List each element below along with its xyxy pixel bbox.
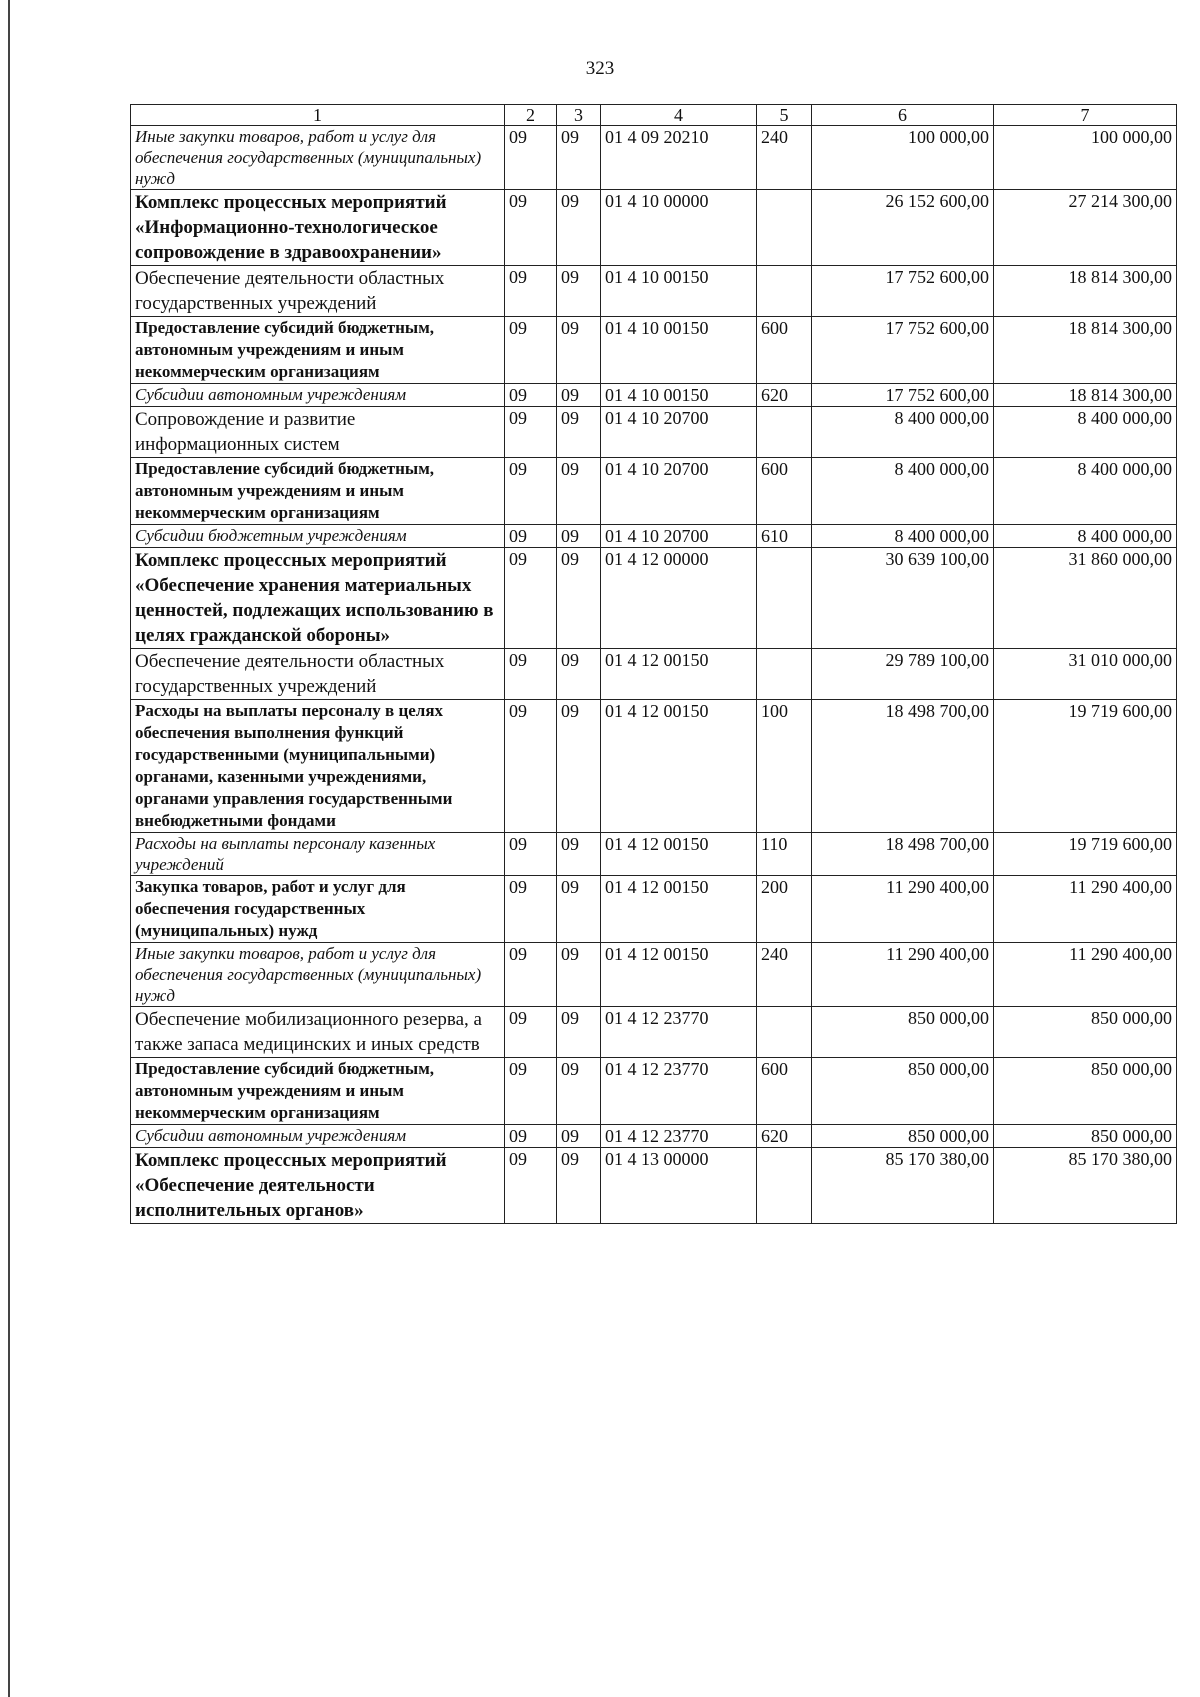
- target-article-cell: 01 4 10 20700: [601, 458, 757, 525]
- target-article-cell: 01 4 10 00000: [601, 190, 757, 266]
- amount-year1-cell: 8 400 000,00: [812, 525, 994, 548]
- row-name-cell: Предоставление субсидий бюджетным, автономным учреждениям и иным некоммерческим организациям: [131, 317, 505, 384]
- row-name-cell: Субсидии автономным учреждениям: [131, 1125, 505, 1148]
- table-row: [131, 384, 1177, 407]
- row-name-cell: Сопровождение и развитие информационных систем: [131, 407, 505, 458]
- section-code-cell: 09: [505, 1007, 557, 1058]
- target-article-cell: 01 4 12 00000: [601, 548, 757, 649]
- amount-year1-cell: 17 752 600,00: [812, 317, 994, 384]
- expense-type-cell: [757, 190, 812, 266]
- section-code-cell: 09: [505, 525, 557, 548]
- amount-year2-cell: 8 400 000,00: [994, 407, 1177, 458]
- subsection-code-cell: 09: [557, 126, 601, 190]
- table-row: [131, 458, 1177, 525]
- table-row: [131, 407, 1177, 458]
- target-article-cell: 01 4 12 23770: [601, 1125, 757, 1148]
- table-row: [131, 317, 1177, 384]
- subsection-code-cell: 09: [557, 190, 601, 266]
- expense-type-cell: [757, 407, 812, 458]
- amount-year2-cell: 31 010 000,00: [994, 649, 1177, 700]
- amount-year2-cell: 850 000,00: [994, 1125, 1177, 1148]
- column-header-3: 3: [557, 105, 601, 126]
- amount-year1-cell: 29 789 100,00: [812, 649, 994, 700]
- section-code-cell: 09: [505, 1058, 557, 1125]
- section-code-cell: 09: [505, 407, 557, 458]
- row-name-cell: Субсидии бюджетным учреждениям: [131, 525, 505, 548]
- column-header-4: 4: [601, 105, 757, 126]
- subsection-code-cell: 09: [557, 548, 601, 649]
- subsection-code-cell: 09: [557, 407, 601, 458]
- subsection-code-cell: 09: [557, 1007, 601, 1058]
- amount-year2-cell: 11 290 400,00: [994, 876, 1177, 943]
- table-row: [131, 266, 1177, 317]
- table-row: [131, 649, 1177, 700]
- section-code-cell: 09: [505, 317, 557, 384]
- expense-type-cell: 620: [757, 1125, 812, 1148]
- section-code-cell: 09: [505, 458, 557, 525]
- amount-year1-cell: 850 000,00: [812, 1058, 994, 1125]
- table-row: [131, 1148, 1177, 1224]
- expense-type-cell: [757, 1148, 812, 1224]
- row-name-cell: Расходы на выплаты персоналу казенных учреждений: [131, 833, 505, 876]
- expense-type-cell: 240: [757, 943, 812, 1007]
- table-row: [131, 1007, 1177, 1058]
- expense-type-cell: 610: [757, 525, 812, 548]
- target-article-cell: 01 4 10 00150: [601, 384, 757, 407]
- amount-year2-cell: 11 290 400,00: [994, 943, 1177, 1007]
- table-row: [131, 943, 1177, 1007]
- target-article-cell: 01 4 10 20700: [601, 407, 757, 458]
- row-name-cell: Обеспечение деятельности областных государственных учреждений: [131, 266, 505, 317]
- section-code-cell: 09: [505, 1125, 557, 1148]
- column-header-5: 5: [757, 105, 812, 126]
- subsection-code-cell: 09: [557, 1125, 601, 1148]
- expense-type-cell: 620: [757, 384, 812, 407]
- amount-year2-cell: 850 000,00: [994, 1007, 1177, 1058]
- expense-type-cell: [757, 649, 812, 700]
- amount-year2-cell: 18 814 300,00: [994, 266, 1177, 317]
- row-name-cell: Субсидии автономным учреждениям: [131, 384, 505, 407]
- table-row: [131, 548, 1177, 649]
- section-code-cell: 09: [505, 943, 557, 1007]
- section-code-cell: 09: [505, 548, 557, 649]
- target-article-cell: 01 4 12 00150: [601, 649, 757, 700]
- amount-year1-cell: 18 498 700,00: [812, 700, 994, 833]
- section-code-cell: 09: [505, 649, 557, 700]
- section-code-cell: 09: [505, 266, 557, 317]
- row-name-cell: Закупка товаров, работ и услуг для обеспечения государственных (муниципальных) нужд: [131, 876, 505, 943]
- target-article-cell: 01 4 12 00150: [601, 700, 757, 833]
- row-name-cell: Расходы на выплаты персоналу в целях обеспечения выполнения функций государственными (муниципальными) органами, казенными учреждениями, органами управления государственными внебюджетными фондами: [131, 700, 505, 833]
- table-row: [131, 126, 1177, 190]
- expense-type-cell: 110: [757, 833, 812, 876]
- table-row: [131, 1058, 1177, 1125]
- subsection-code-cell: 09: [557, 458, 601, 525]
- section-code-cell: 09: [505, 833, 557, 876]
- section-code-cell: 09: [505, 384, 557, 407]
- amount-year1-cell: 11 290 400,00: [812, 943, 994, 1007]
- amount-year2-cell: 31 860 000,00: [994, 548, 1177, 649]
- amount-year2-cell: 100 000,00: [994, 126, 1177, 190]
- subsection-code-cell: 09: [557, 1058, 601, 1125]
- subsection-code-cell: 09: [557, 649, 601, 700]
- expense-type-cell: 600: [757, 1058, 812, 1125]
- section-code-cell: 09: [505, 126, 557, 190]
- amount-year1-cell: 30 639 100,00: [812, 548, 994, 649]
- amount-year1-cell: 100 000,00: [812, 126, 994, 190]
- column-header-6: 6: [812, 105, 994, 126]
- expense-type-cell: [757, 266, 812, 317]
- amount-year2-cell: 8 400 000,00: [994, 458, 1177, 525]
- subsection-code-cell: 09: [557, 876, 601, 943]
- amount-year1-cell: 26 152 600,00: [812, 190, 994, 266]
- target-article-cell: 01 4 09 20210: [601, 126, 757, 190]
- table-row: [131, 833, 1177, 876]
- amount-year2-cell: 85 170 380,00: [994, 1148, 1177, 1224]
- page-number: 323: [585, 58, 615, 79]
- amount-year1-cell: 85 170 380,00: [812, 1148, 994, 1224]
- target-article-cell: 01 4 10 00150: [601, 266, 757, 317]
- target-article-cell: 01 4 12 00150: [601, 943, 757, 1007]
- row-name-cell: Обеспечение мобилизационного резерва, а также запаса медицинских и иных средств: [131, 1007, 505, 1058]
- row-name-cell: Обеспечение деятельности областных государственных учреждений: [131, 649, 505, 700]
- table-row: [131, 190, 1177, 266]
- target-article-cell: 01 4 10 00150: [601, 317, 757, 384]
- target-article-cell: 01 4 10 20700: [601, 525, 757, 548]
- target-article-cell: 01 4 12 00150: [601, 833, 757, 876]
- column-header-7: 7: [994, 105, 1177, 126]
- target-article-cell: 01 4 12 00150: [601, 876, 757, 943]
- amount-year2-cell: 19 719 600,00: [994, 700, 1177, 833]
- column-header-1: 1: [131, 105, 505, 126]
- expense-type-cell: 600: [757, 458, 812, 525]
- table-row: [131, 1125, 1177, 1148]
- row-name-cell: Комплекс процессных мероприятий «Обеспечение хранения материальных ценностей, подлежащих использованию в целях гражданской обороны»: [131, 548, 505, 649]
- subsection-code-cell: 09: [557, 266, 601, 317]
- subsection-code-cell: 09: [557, 384, 601, 407]
- amount-year1-cell: 8 400 000,00: [812, 458, 994, 525]
- table-body: [131, 105, 1177, 1224]
- subsection-code-cell: 09: [557, 317, 601, 384]
- row-name-cell: Комплекс процессных мероприятий «Обеспечение деятельности исполнительных органов»: [131, 1148, 505, 1224]
- subsection-code-cell: 09: [557, 833, 601, 876]
- subsection-code-cell: 09: [557, 700, 601, 833]
- subsection-code-cell: 09: [557, 525, 601, 548]
- amount-year1-cell: 850 000,00: [812, 1125, 994, 1148]
- target-article-cell: 01 4 12 23770: [601, 1058, 757, 1125]
- section-code-cell: 09: [505, 1148, 557, 1224]
- amount-year2-cell: 850 000,00: [994, 1058, 1177, 1125]
- amount-year2-cell: 18 814 300,00: [994, 384, 1177, 407]
- amount-year1-cell: 17 752 600,00: [812, 266, 994, 317]
- amount-year1-cell: 11 290 400,00: [812, 876, 994, 943]
- amount-year2-cell: 8 400 000,00: [994, 525, 1177, 548]
- row-name-cell: Комплекс процессных мероприятий «Информационно-технологическое сопровождение в здравоохранении»: [131, 190, 505, 266]
- section-code-cell: 09: [505, 700, 557, 833]
- table-row: [131, 525, 1177, 548]
- expense-type-cell: 600: [757, 317, 812, 384]
- amount-year2-cell: 27 214 300,00: [994, 190, 1177, 266]
- amount-year2-cell: 18 814 300,00: [994, 317, 1177, 384]
- row-name-cell: Предоставление субсидий бюджетным, автономным учреждениям и иным некоммерческим организациям: [131, 458, 505, 525]
- expense-type-cell: [757, 1007, 812, 1058]
- section-code-cell: 09: [505, 190, 557, 266]
- expense-type-cell: [757, 548, 812, 649]
- table-row: [131, 700, 1177, 833]
- amount-year1-cell: 17 752 600,00: [812, 384, 994, 407]
- target-article-cell: 01 4 12 23770: [601, 1007, 757, 1058]
- amount-year1-cell: 850 000,00: [812, 1007, 994, 1058]
- target-article-cell: 01 4 13 00000: [601, 1148, 757, 1224]
- row-name-cell: Иные закупки товаров, работ и услуг для обеспечения государственных (муниципальных) нужд: [131, 126, 505, 190]
- header-row: [131, 105, 1177, 126]
- amount-year1-cell: 18 498 700,00: [812, 833, 994, 876]
- column-header-2: 2: [505, 105, 557, 126]
- amount-year1-cell: 8 400 000,00: [812, 407, 994, 458]
- expense-type-cell: 240: [757, 126, 812, 190]
- scan-edge-line: [8, 0, 10, 1697]
- subsection-code-cell: 09: [557, 943, 601, 1007]
- row-name-cell: Иные закупки товаров, работ и услуг для обеспечения государственных (муниципальных) нужд: [131, 943, 505, 1007]
- expense-type-cell: 200: [757, 876, 812, 943]
- table-row: [131, 876, 1177, 943]
- expense-type-cell: 100: [757, 700, 812, 833]
- amount-year2-cell: 19 719 600,00: [994, 833, 1177, 876]
- budget-table: [130, 104, 1177, 1224]
- row-name-cell: Предоставление субсидий бюджетным, автономным учреждениям и иным некоммерческим организациям: [131, 1058, 505, 1125]
- section-code-cell: 09: [505, 876, 557, 943]
- subsection-code-cell: 09: [557, 1148, 601, 1224]
